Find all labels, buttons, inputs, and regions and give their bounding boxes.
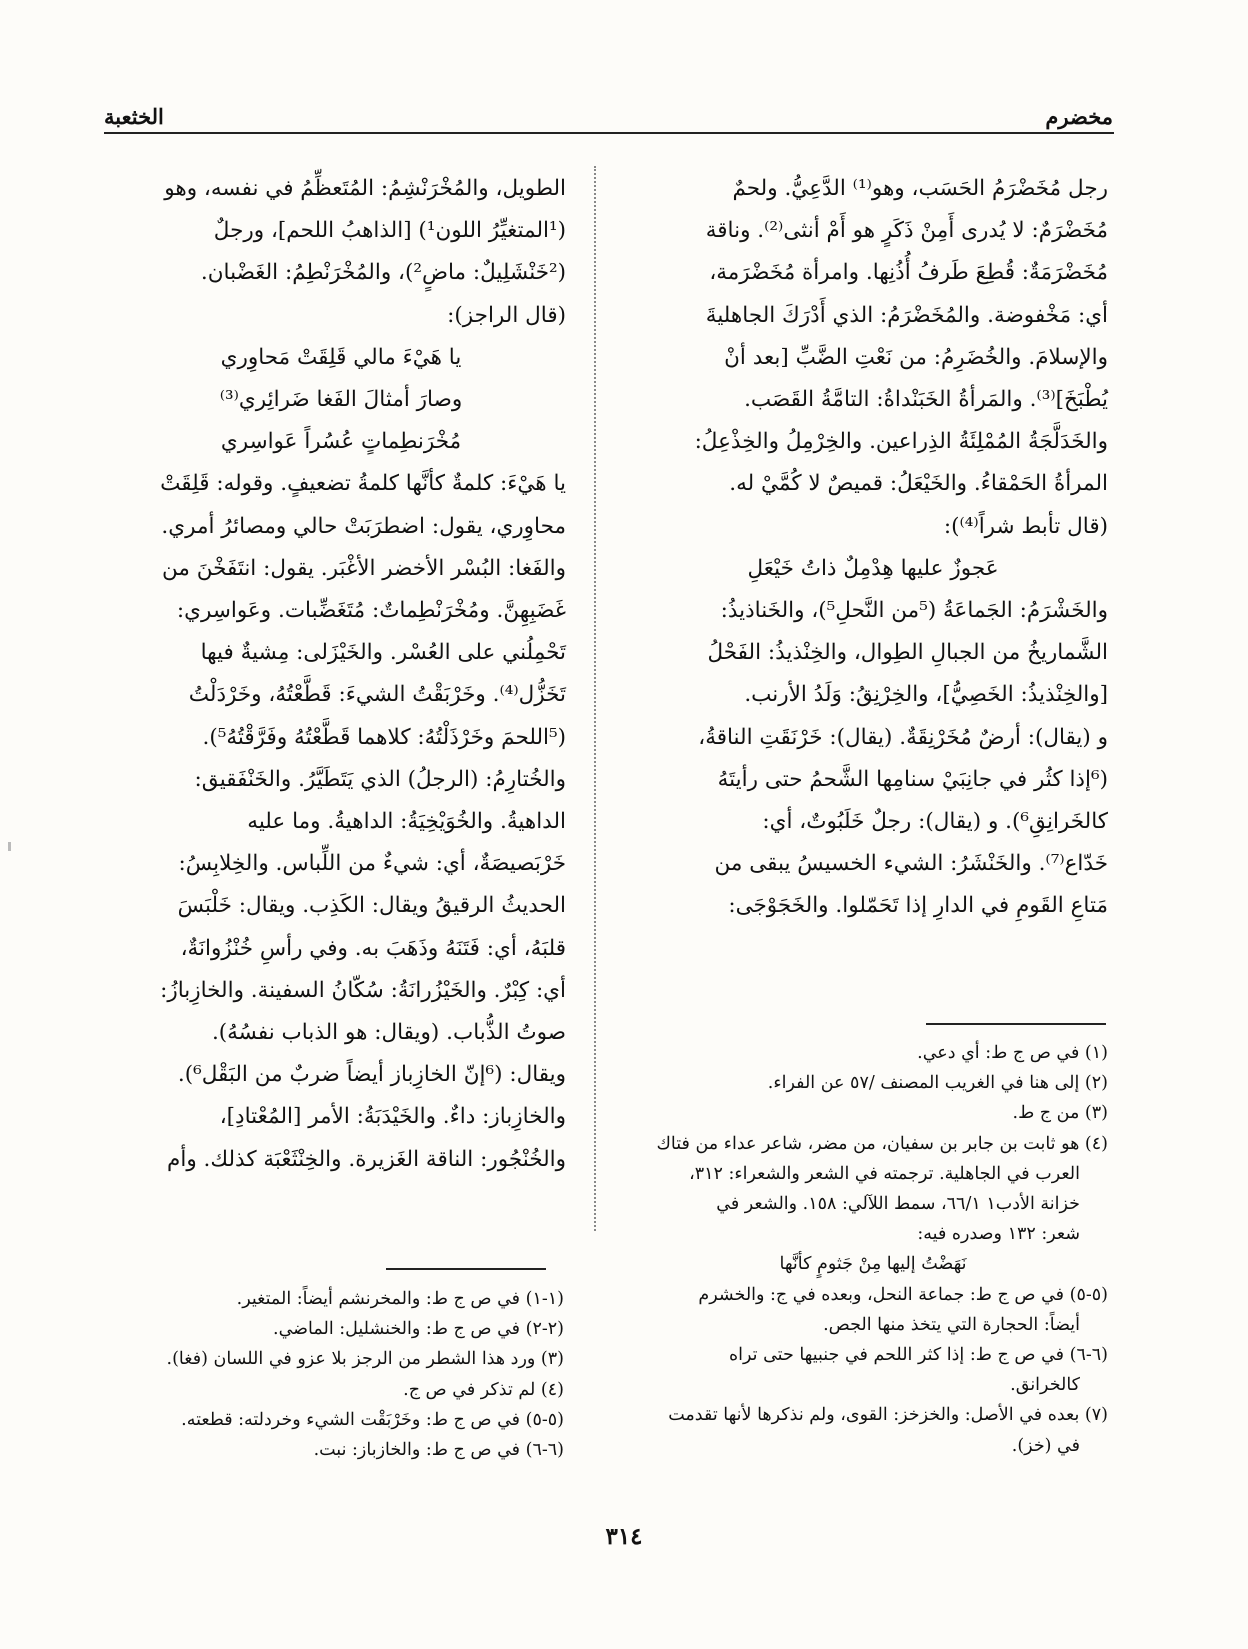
text-line: الداهيةُ. والخُوَيْخِيَةُ: الداهيةُ. وما عليه bbox=[247, 809, 566, 835]
footnote: (٤) لم تذكر في ص ج. bbox=[403, 1379, 564, 1400]
text-line: والخُتارِمُ: (الرجلُ) الذي يَتَطَيَّرُ. والخَنْفَقيق: bbox=[194, 766, 566, 792]
text-line: ويقال: (⁶إنّ الخازِباز أيضاً ضربٌ من البَقْل⁶). bbox=[177, 1062, 566, 1088]
right-column bbox=[638, 168, 1108, 928]
footnote-continuation: شعر: ١٣٢ وصدره فيه: bbox=[917, 1224, 1080, 1245]
text-line: والخَشْرَمُ: الجَماعَةُ (⁵من النَّحلِ⁵)، والخَناذيذُ: bbox=[720, 598, 1108, 624]
left-footnotes bbox=[136, 1284, 564, 1465]
text-line: (قال الراجز): bbox=[447, 302, 566, 328]
footnote-rule-left bbox=[386, 1268, 546, 1270]
footnote-continuation: كالخرانق. bbox=[1010, 1375, 1080, 1396]
text-line: (⁶إذا كثُر في جانِبَيْ سنامِها الشَّحمُ حتى رأيتَهُ bbox=[717, 766, 1108, 792]
text-line: غَضَبِهِنَّ. ومُخْرَنْطِماتٌ: مُتَغَضِّبات. وعَواسِري: bbox=[176, 598, 566, 624]
margin-mark bbox=[8, 842, 11, 851]
text-line: الشَّماريخُ من الجبالِ الطِوال، والخِنْذيذُ: الفَحْلُ bbox=[707, 640, 1108, 666]
footnote-continuation: أيضاً: الحجارة التي يتخذ منها الجص. bbox=[823, 1314, 1080, 1335]
footnote: (٦-٦) في ص ج ط: والخازباز: نبت. bbox=[313, 1440, 564, 1461]
footnote-continuation: في (خز). bbox=[1011, 1435, 1080, 1456]
verse-line: يا هَيْءَ مالي قَلِقَتْ مَحاوِري bbox=[220, 344, 462, 370]
text-line: تَخَزُّل⁽⁴⁾. وخَرْبَقْتُ الشيءَ: قَطَّعْتُهُ، وخَرْدَلْتُ bbox=[188, 682, 566, 708]
footnote: (٣) ورد هذا الشطر من الرجز بلا عزو في اللسان (فغا). bbox=[166, 1349, 564, 1370]
text-line: كالخَرانِقِ⁶). و (يقال): رجلٌ خَلَبُوتٌ، أي: bbox=[762, 809, 1108, 835]
text-line: المرأةُ الحَمْقاءُ. والخَيْعَلُ: قميصٌ لا كُمَّيْ له. bbox=[729, 471, 1108, 497]
text-line: مَتاعِ القَومِ في الدارِ إذا تَحَمّلوا. والخَجَوْجَى: bbox=[728, 893, 1108, 919]
footnote-continuation: خزانة الأدب١ ٦٦/١، سمط اللآلي: ١٥٨. والشعر في bbox=[716, 1194, 1080, 1215]
footnote: (٥-٥) في ص ج ط: جماعة النحل، وبعده في ج: والخشرم bbox=[698, 1284, 1108, 1305]
text-line: مُخَضْرَمٌ: لا يُدرى أَمِنْ ذَكَرٍ هو أَمْ أنثى⁽²⁾. وناقة bbox=[705, 218, 1108, 244]
footnote-rule-right bbox=[926, 1023, 1106, 1025]
text-line: يا هَيْءَ: كلمةٌ كأنَّها كلمةُ تضعيفٍ. وقوله: قَلِقَتْ bbox=[160, 471, 566, 497]
footnote: (٣) من ج ط. bbox=[1012, 1103, 1108, 1124]
text-line: مُخَضْرَمَةٌ: قُطِعَ طَرفُ أُذُنِها. وامرأة مُخَضْرَمة، bbox=[709, 260, 1108, 286]
text-line: [والخِنْذيذُ: الخَصِيُّ]، والخِرْنِقُ: وَلَدُ الأرنب. bbox=[744, 682, 1108, 708]
text-line: والخَدَلَّجَةُ المُمْلِئَةُ الذِراعين. والخِرْمِلُ والخِذْعِلُ: bbox=[694, 429, 1108, 455]
footnote: (٧) بعده في الأصل: والخزخز: القوى، ولم نذكرها لأنها تقدمت bbox=[668, 1405, 1108, 1426]
text-line: رجل مُخَضْرَمُ الحَسَب، وهو⁽¹⁾ الدَّعِيُّ. ولحمٌ bbox=[732, 176, 1108, 201]
header-last-word: الخثعبة bbox=[104, 104, 164, 129]
text-line: (⁵اللحمَ وخَرْذَلْتُهُ: كلاهما قَطَّعْتُهُ وفَرَّقْتُهُ⁵). bbox=[202, 724, 566, 750]
text-line: والخازِباز: داءٌ. والخَيْدَبَةُ: الأمر [المُعْتادِ]، bbox=[219, 1104, 566, 1130]
footnote-continuation: العرب في الجاهلية. ترجمته في الشعر والشعراء: ٣١٢، bbox=[689, 1163, 1080, 1184]
text-line: والإسلامَ. والخُضَرِمُ: من نَعْتِ الضَّبِّ [بعد أنْ bbox=[724, 344, 1108, 370]
text-line: الحديثُ الرقيقُ ويقال: الكَذِب. ويقال: خَلْبَسَ bbox=[177, 893, 566, 919]
footnote: (٥-٥) في ص ج ط: وخَرْبَقْت الشيء وخردلته: قطعته. bbox=[181, 1409, 564, 1430]
column-divider bbox=[594, 166, 596, 1231]
text-line: قلبَهُ، أي: فَتَنَهُ وذَهَبَ به. وفي رأسِ خُنْزُوانَةٌ، bbox=[180, 935, 566, 961]
text-line: صوتُ الذُّباب. (ويقال: هو الذباب نفسُهُ). bbox=[211, 1020, 566, 1046]
footnote: (٦-٦) في ص ج ط: إذا كثر اللحم في جنبيها حتى تراه bbox=[728, 1345, 1108, 1366]
verse-line: عَجوزٌ عليها هِدْمِلٌ ذاتُ خَيْعَلِ bbox=[747, 555, 999, 581]
verse-line: مُخْرَنطِماتٍ عُسُراً عَواسِري bbox=[220, 429, 462, 455]
text-line: تَحْمِلُني على العُسْر. والخَيْزَلى: مِشيةٌ فيها bbox=[200, 640, 566, 666]
footnote: (٢-٢) في ص ج ط: والخنشليل: الماضي. bbox=[273, 1319, 564, 1340]
text-line: محاوِري، يقول: اضطرَبَتْ حالي ومصائرُ أمري. bbox=[161, 513, 566, 539]
footnote: (١-١) في ص ج ط: والمخرنشم أيضاً: المتغير. bbox=[236, 1289, 564, 1309]
verse-line: وصارَ أمثالَ الفَغا ضَرائِري⁽³⁾ bbox=[219, 387, 463, 413]
right-footnotes bbox=[638, 1038, 1108, 1461]
text-line: والخُنْجُور: الناقة الغَزيرة. والخِنْثَعْبَة كذلك. وأم bbox=[167, 1146, 566, 1172]
header-rule bbox=[104, 132, 1114, 134]
text-line: (¹المتغيِّرُ اللون¹) [الذاهبُ اللحم]، ورجلٌ bbox=[213, 218, 566, 244]
footnote: (١) في ص ج ط: أي دعي. bbox=[917, 1043, 1108, 1063]
text-line: (قال تأبط شراً⁽⁴⁾): bbox=[943, 513, 1108, 539]
text-line: والفَغا: البُسْر الأخضر الأغْبَر. يقول: انتَفَخْنَ من bbox=[162, 555, 566, 581]
page-number: ٣١٤ bbox=[605, 1523, 643, 1550]
footnote: (٢) إلى هنا في الغريب المصنف /٥٧ عن الفراء. bbox=[767, 1073, 1108, 1094]
header-entry-word: مخضرم bbox=[1045, 104, 1113, 129]
text-line: (²خَنْشَلِيلٌ: ماضٍ²)، والمُخْرَنْطِمُ: الغَضْبان. bbox=[200, 260, 566, 286]
text-line: خَدّاع⁽⁷⁾. والخَنْشَرُ: الشيء الخسيسُ يبقى من bbox=[714, 851, 1108, 877]
text-line: الطويل، والمُخْرَنْشِمُ: المُتَعظِّمُ في نفسه، وهو bbox=[164, 176, 566, 201]
text-line: و (يقال): أرضٌ مُخَرْنِقَةٌ. (يقال): خَرْنَقَتِ الناقةُ، bbox=[698, 724, 1108, 750]
left-column bbox=[116, 168, 566, 1181]
footnote: (٤) هو ثابت بن جابر بن سفيان، من مضر، شاعر عداء من فتاك bbox=[656, 1133, 1108, 1154]
text-line: يُطْبَخَ]⁽³⁾. والمَرأةُ الخَبَنْداةُ: التامَّةُ القَصَب. bbox=[744, 387, 1108, 413]
footnote-verse: نَهَضْتُ إليها مِنْ جَثومٍ كأنَّها bbox=[779, 1254, 967, 1275]
text-line: أي: مَخْفوضة. والمُخَضْرَمُ: الذي أَدْرَكَ الجاهليةَ bbox=[705, 302, 1108, 328]
text-line: خَرْبَصيصَةٌ، أي: شيءٌ من اللِّباس. والخِلابِسُ: bbox=[178, 851, 566, 877]
text-line: أي: كِبْرٌ. والخَيْزُرانَةُ: سُكّانُ السفينة. والخازِبازُ: bbox=[160, 977, 566, 1003]
